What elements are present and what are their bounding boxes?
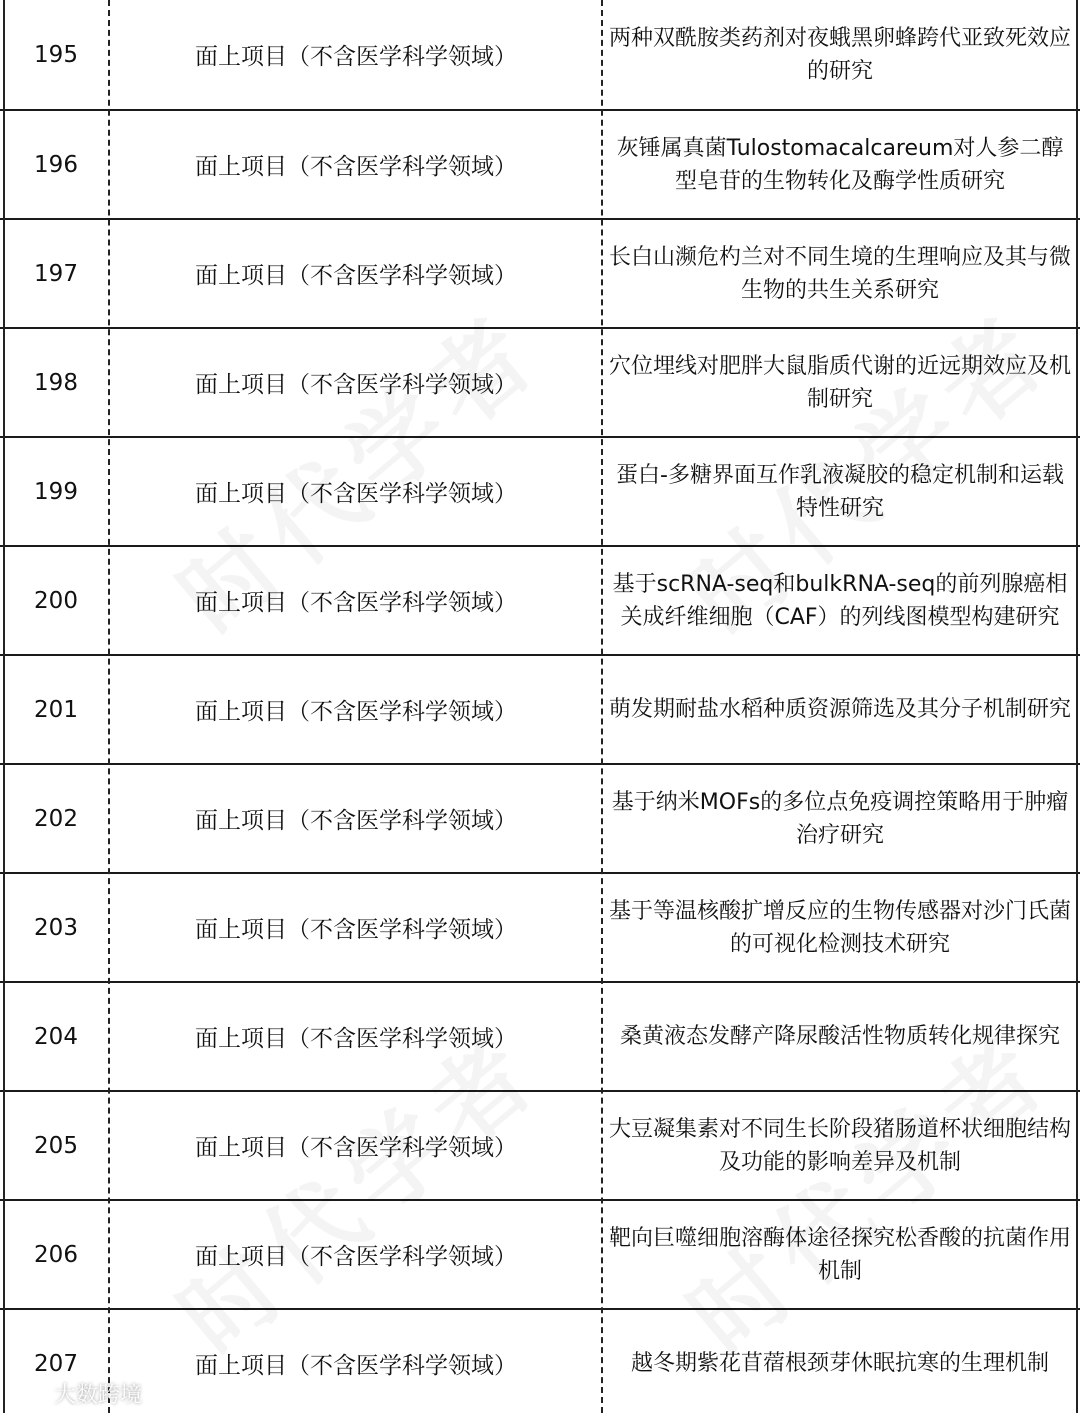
project-title-cell: 越冬期紫花苜蓿根颈芽休眠抗寒的生理机制 xyxy=(630,1351,1049,1376)
project-type-cell: 面上项目（不含医学科学领域） xyxy=(195,1135,517,1161)
project-title-cell: 大豆凝集素对不同生长阶段猪肠道杯状细胞结构及功能的影响差异及机制 xyxy=(608,1116,1071,1175)
project-title-cell: 灰锤属真菌Tulostomacalcareum对人参二醇型皂苷的生物转化及酶学性质研究 xyxy=(616,135,1064,194)
row-number-cell: 197 xyxy=(34,260,78,287)
row-number-cell: 205 xyxy=(34,1132,78,1159)
project-type-cell: 面上项目（不含医学科学领域） xyxy=(195,372,517,398)
row-number-cell: 206 xyxy=(34,1241,78,1268)
project-title-cell: 萌发期耐盐水稻种质资源筛选及其分子机制研究 xyxy=(608,697,1071,722)
row-number-cell: 207 xyxy=(34,1350,78,1377)
row-number-cell: 196 xyxy=(34,151,78,178)
table-right-border xyxy=(1076,0,1078,1413)
row-number-cell: 198 xyxy=(34,369,78,396)
project-title-cell: 靶向巨噬细胞溶酶体途径探究松香酸的抗菌作用机制 xyxy=(608,1225,1071,1284)
table-row xyxy=(0,545,1080,654)
project-type-cell: 面上项目（不含医学科学领域） xyxy=(195,1244,517,1270)
project-title-cell: 桑黄液态发酵产降尿酸活性物质转化规律探究 xyxy=(619,1024,1060,1049)
project-title-cell: 基于scRNA-seq和bulkRNA-seq的前列腺癌相关成纤维细胞（CAF）的列线图模型构建研究 xyxy=(612,571,1068,630)
column-divider-2 xyxy=(601,0,603,1413)
project-type-cell: 面上项目（不含医学科学领域） xyxy=(195,917,517,943)
table-row xyxy=(0,981,1080,1090)
project-type-cell: 面上项目（不含医学科学领域） xyxy=(195,1026,517,1052)
project-type-cell: 面上项目（不含医学科学领域） xyxy=(195,263,517,289)
table-row xyxy=(0,0,1080,109)
project-type-cell: 面上项目（不含医学科学领域） xyxy=(195,481,517,507)
table-row xyxy=(0,1308,1080,1417)
project-title-cell: 长白山濒危杓兰对不同生境的生理响应及其与微生物的共生关系研究 xyxy=(608,244,1071,303)
project-type-cell: 面上项目（不含医学科学领域） xyxy=(195,699,517,725)
footer-logo xyxy=(10,1378,142,1409)
row-number-cell: 199 xyxy=(34,478,78,505)
column-divider-1 xyxy=(108,0,110,1413)
row-number-cell: 202 xyxy=(34,805,78,832)
project-title-cell: 基于等温核酸扩增反应的生物传感器对沙门氏菌的可视化检测技术研究 xyxy=(608,898,1071,957)
project-type-cell: 面上项目（不含医学科学领域） xyxy=(195,1353,517,1379)
row-number-cell: 195 xyxy=(34,41,78,68)
table-left-border xyxy=(3,0,5,1413)
project-type-cell: 面上项目（不含医学科学领域） xyxy=(195,154,517,180)
table-row xyxy=(0,436,1080,545)
weibo-style-logo-icon xyxy=(10,1381,50,1407)
project-title-cell: 基于纳米MOFs的多位点免疫调控策略用于肿瘤治疗研究 xyxy=(611,789,1069,848)
project-type-cell: 面上项目（不含医学科学领域） xyxy=(195,808,517,834)
table-row xyxy=(0,109,1080,218)
table-row xyxy=(0,1090,1080,1199)
footer-logo-text: 大数跨境 xyxy=(54,1383,143,1408)
row-number-cell: 201 xyxy=(34,696,78,723)
project-title-cell: 穴位埋线对肥胖大鼠脂质代谢的近远期效应及机制研究 xyxy=(608,353,1071,412)
table-row xyxy=(0,218,1080,327)
table-row xyxy=(0,1199,1080,1308)
table-row xyxy=(0,327,1080,436)
table-row xyxy=(0,654,1080,763)
row-number-cell: 200 xyxy=(34,587,78,614)
row-number-cell: 203 xyxy=(34,914,78,941)
table-row xyxy=(0,872,1080,981)
project-title-cell: 蛋白-多糖界面互作乳液凝胶的稳定机制和运载特性研究 xyxy=(616,462,1064,521)
project-type-cell: 面上项目（不含医学科学领域） xyxy=(195,590,517,616)
table-row xyxy=(0,763,1080,872)
row-number-cell: 204 xyxy=(34,1023,78,1050)
project-title-cell: 两种双酰胺类药剂对夜蛾黑卵蜂跨代亚致死效应的研究 xyxy=(608,25,1071,84)
project-type-cell: 面上项目（不含医学科学领域） xyxy=(195,44,517,70)
